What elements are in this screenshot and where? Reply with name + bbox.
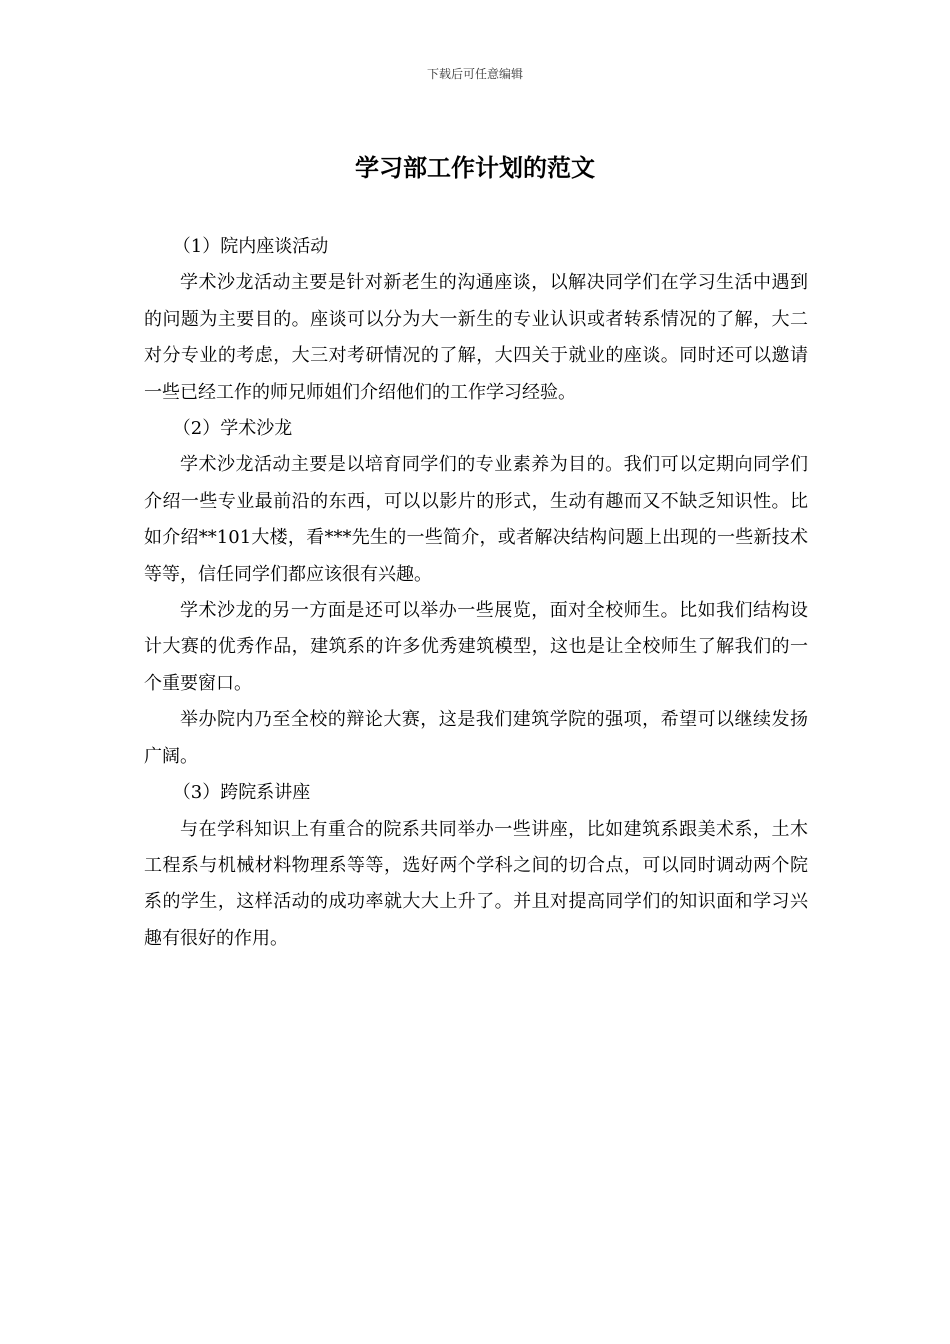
section-heading: （2）学术沙龙: [172, 418, 293, 440]
body-paragraph: 举办院内乃至全校的辩论大赛，这是我们建筑学院的强项，希望可以继续发扬广阔。: [144, 709, 808, 767]
body-paragraph: 学术沙龙活动主要是以培育同学们的专业素养为目的。我们可以定期向同学们介绍一些专业最前沿的东西，可以以影片的形式，生动有趣而又不缺乏知识性。比如介绍**101大楼，看***先生的一些简介，或者解决结构问题上出现的一些新技术等等，信任同学们都应该很有兴趣。: [144, 454, 808, 585]
body-paragraph: 学术沙龙活动主要是针对新老生的沟通座谈，以解决同学们在学习生活中遇到的问题为主要目的。座谈可以分为大一新生的专业认识或者转系情况的了解，大二对分专业的考虑，大三对考研情况的了解，大四关于就业的座谈。同时还可以邀请一些已经工作的师兄师姐们介绍他们的工作学习经验。: [144, 272, 808, 403]
section-heading: （1）院内座谈活动: [172, 236, 329, 257]
document-title: 学习部工作计划的范文: [355, 153, 595, 182]
body-paragraph: 与在学科知识上有重合的院系共同举办一些讲座，比如建筑系跟美术系，土木工程系与机械材料物理系等等，选好两个学科之间的切合点，可以同时调动两个院系的学生，这样活动的成功率就大大上升了。并且对提高同学们的知识面和学习兴趣有很好的作用。: [144, 818, 808, 949]
section-heading: （3）跨院系讲座: [172, 782, 311, 804]
document-body: [144, 229, 808, 957]
header-note: 下载后可任意编辑: [426, 67, 523, 81]
body-paragraph: 学术沙龙的另一方面是还可以举办一些展览，面对全校师生。比如我们结构设计大赛的优秀作品，建筑系的许多优秀建筑模型，这也是让全校师生了解我们的一个重要窗口。: [144, 600, 808, 694]
